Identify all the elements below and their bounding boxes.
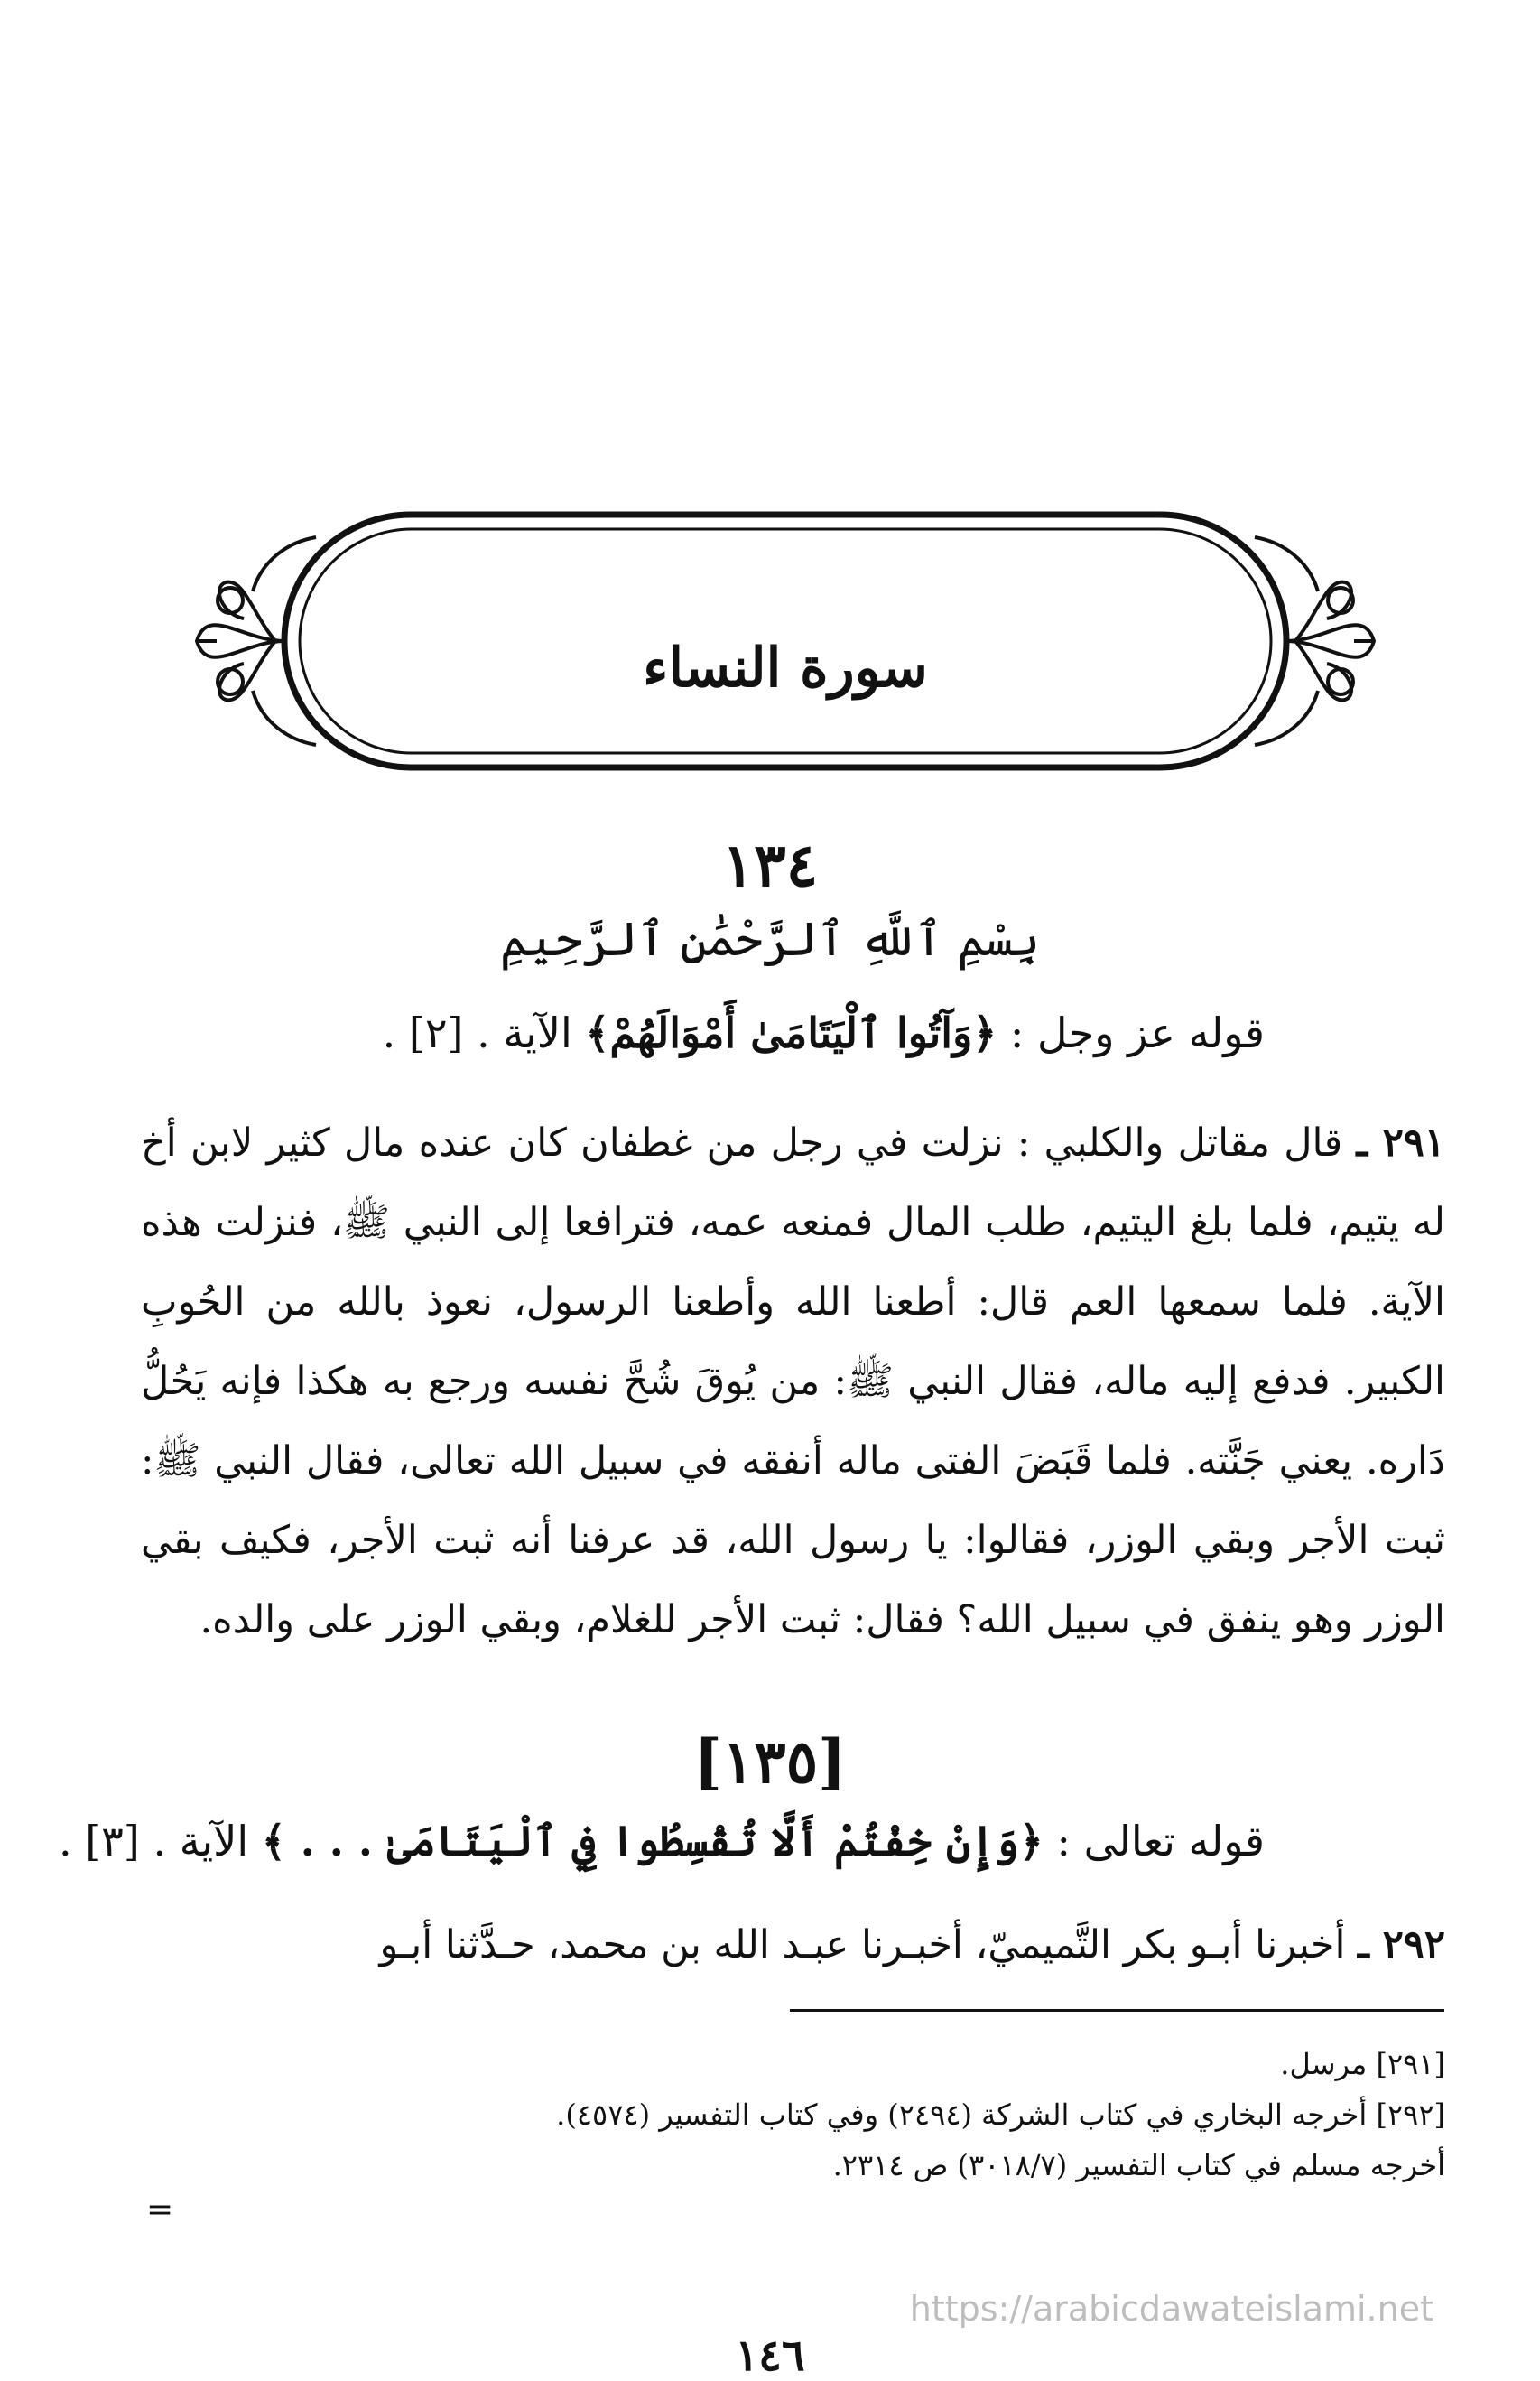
footnote-item: [٢٩٢] أخرجه البخاري في كتاب الشركة (٢٤٩٤) وفي كتاب التفسير (٤٥٧٤). [556,2097,1445,2132]
section-number-135: [١٣٥] [693,1726,847,1797]
surah-title: سورة النساء [643,637,928,700]
surah-title-frame [190,506,1381,777]
verse-intro: قوله تعالى : [1043,1817,1265,1865]
footnote-item: [٢٩١] مرسل. [1280,2047,1445,2081]
footnote-item: أخرجه مسلم في كتاب التفسير (٣٠١٨/٧) ص ٢٣١٤. [832,2148,1445,2182]
hadith-text: قال مقاتل والكلبي : نزلت في رجل من غطفان كان عنده مال كثير لابن أخ له يتيم، فلما بلغ اليتيم، طلب المال فمنعه عمه، فترافعا إلى النبي ﷺ، فنزلت هذه الآية. فلما سمعها العم قال: أطعنا الله وأطعنا الرسول، نعوذ بالله من الحُوبِ الكبير. فدفع إليه ماله، فقال النبي ﷺ: من يُوقَ شُحَّ نفسه ورجع به هكذا فإنه يَحُلُّ دَاره. يعني جَنَّته. فلما قَبَضَ الفتى ماله أنفقه في سبيل الله تعالى، فقال النبي ﷺ: ثبت الأجر وبقي الوزر، فقالوا: يا رسول الله، قد عرفنا أنه ثبت الأجر، فكيف بقي الوزر وهو ينفق في سبيل الله؟ فقال: ثبت الأجر للغلام، وبقي الوزر على والده. [141,1121,1445,1642]
verse-reference: الآية . [٣] . [58,1817,262,1865]
verse-line-135 [58,1815,1265,1869]
verse-intro: قوله عز وجل : [997,1009,1265,1057]
section-number-134: ١٣٤ [721,830,819,900]
quran-verse: ﴿وَآتُوا ٱلْيَتَامَىٰ أَمْوَالَهُمْ﴾ [585,1009,997,1057]
continuation-mark: = [146,2191,174,2228]
verse-reference: الآية . [٢] . [382,1009,586,1057]
footnotes [141,2039,1445,2190]
footnote-divider [790,2009,1444,2012]
hadith-number: ٢٩٢ ـ [1358,1922,1445,1967]
hadith-number: ٢٩١ ـ [1356,1121,1445,1166]
verse-line-134 [227,1007,1265,1061]
quran-verse: ﴿وَإِنْ خِفْتُمْ أَلَّا تُقْسِطُوا فِي ٱلْيَتَامَىٰ . . . ﴾ [261,1817,1044,1865]
page-number: ١٤٦ [735,2330,805,2381]
watermark: https://arabicdawateislami.net [909,2289,1433,2329]
hadith-291 [141,1103,1445,1660]
basmala: بِسْمِ ٱللَّهِ ٱلرَّحْمَٰنِ ٱلرَّحِيمِ [499,913,1041,967]
hadith-text: أخبرنا أبـو بكر التَّميميّ، أخبـرنا عبـد الله بن محمد، حـدَّثنا أبـو [379,1922,1346,1967]
hadith-292 [141,1905,1445,1985]
